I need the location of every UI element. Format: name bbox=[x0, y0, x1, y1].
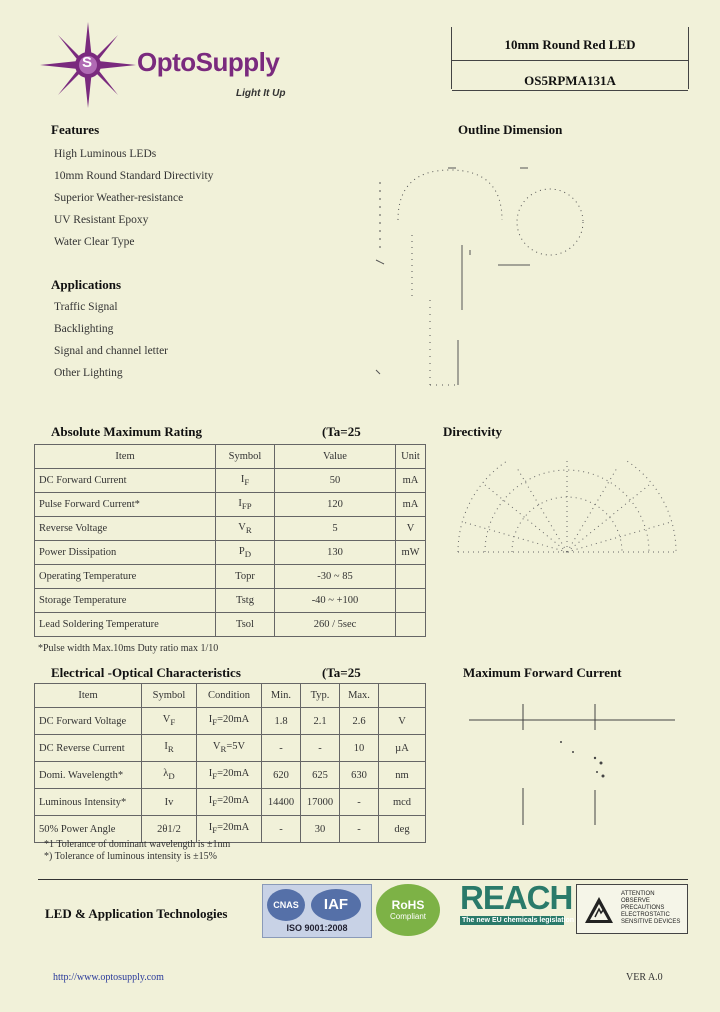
features-list bbox=[54, 143, 213, 253]
brand-name: OptoSupply bbox=[137, 47, 280, 77]
cell-item: Storage Temperature bbox=[35, 589, 216, 613]
cell-item: DC Forward Voltage bbox=[35, 708, 142, 735]
cell-symbol: 2θ1/2 bbox=[142, 816, 197, 843]
applications-list bbox=[54, 296, 168, 384]
iaf-badge: IAF bbox=[311, 889, 361, 921]
brand-tagline: Light It Up bbox=[236, 88, 286, 99]
cell-item: Lead Soldering Temperature bbox=[35, 613, 216, 637]
website-link[interactable]: http://www.optosupply.com bbox=[53, 972, 164, 983]
table-row bbox=[35, 541, 426, 565]
cell-min: 1.8 bbox=[262, 708, 301, 735]
cell-symbol: Topr bbox=[216, 565, 275, 589]
cell-item: Pulse Forward Current* bbox=[35, 493, 216, 517]
footer-rule bbox=[38, 879, 688, 880]
cell-item: Reverse Voltage bbox=[35, 517, 216, 541]
directivity-title: Directivity bbox=[443, 424, 502, 439]
cell-unit: mA bbox=[396, 469, 426, 493]
cell-unit: mA bbox=[396, 493, 426, 517]
list-item: 10mm Round Standard Directivity bbox=[54, 170, 214, 182]
table-row bbox=[35, 735, 426, 762]
applications-title: Applications bbox=[51, 277, 122, 292]
cell-unit: V bbox=[379, 708, 426, 735]
header-cell bbox=[379, 684, 426, 708]
cell-value: -30 ~ 85 bbox=[275, 565, 396, 589]
table-row bbox=[35, 613, 426, 637]
cell-item: 50% Power Angle bbox=[35, 816, 142, 843]
cell-unit: deg bbox=[379, 816, 426, 843]
reach-logo: REACH The new EU chemicals legislation bbox=[460, 879, 575, 924]
cell-condition: $I_F=20mA$ bbox=[197, 708, 262, 735]
logo-letter: S bbox=[82, 54, 93, 71]
footer-company: LED & Application Technologies bbox=[45, 906, 228, 921]
cell-value: -40 ~ +100 bbox=[275, 589, 396, 613]
list-item: UV Resistant Epoxy bbox=[54, 214, 149, 226]
logo bbox=[38, 20, 308, 110]
list-item: Superior Weather-resistance bbox=[54, 192, 184, 204]
header-cell: Typ. bbox=[301, 684, 340, 708]
header-cell: Min. bbox=[262, 684, 301, 708]
cell-unit: mcd bbox=[379, 789, 426, 816]
table-row bbox=[35, 708, 426, 735]
cell-unit bbox=[396, 589, 426, 613]
cell-item: DC Reverse Current bbox=[35, 735, 142, 762]
outline-title: Outline Dimension bbox=[458, 122, 563, 137]
cell-value: 50 bbox=[275, 469, 396, 493]
cell-condition: $I_F=20mA$ bbox=[197, 789, 262, 816]
cell-symbol: $V_F$ bbox=[142, 708, 197, 735]
eoc-title: Electrical -Optical Characteristics bbox=[51, 665, 241, 680]
cell-value: 120 bbox=[275, 493, 396, 517]
header-box bbox=[451, 27, 689, 89]
version-label: VER A.0 bbox=[626, 972, 663, 983]
cell-unit bbox=[396, 613, 426, 637]
esd-warning-icon bbox=[583, 895, 615, 925]
cell-item: Luminous Intensity* bbox=[35, 789, 142, 816]
eoc-notes bbox=[44, 839, 230, 863]
cell-symbol: $V_R$ bbox=[216, 517, 275, 541]
eoc-condition: (Ta=25 bbox=[322, 665, 361, 680]
cell-item: Domi. Wavelength* bbox=[35, 762, 142, 789]
cell-condition: $I_F=20mA$ bbox=[197, 762, 262, 789]
cell-min: - bbox=[262, 735, 301, 762]
product-title: 10mm Round Red LED bbox=[504, 37, 636, 52]
amr-title: Absolute Maximum Rating bbox=[51, 424, 202, 439]
cell-value: 130 bbox=[275, 541, 396, 565]
cell-item: DC Forward Current bbox=[35, 469, 216, 493]
table-header-row bbox=[35, 684, 426, 708]
cell-min: 14400 bbox=[262, 789, 301, 816]
cell-max: - bbox=[340, 816, 379, 843]
cell-symbol: $I_R$ bbox=[142, 735, 197, 762]
cell-symbol: Iv bbox=[142, 789, 197, 816]
table-row bbox=[35, 517, 426, 541]
table-row bbox=[35, 469, 426, 493]
header-cell: Symbol bbox=[142, 684, 197, 708]
cell-value: 5 bbox=[275, 517, 396, 541]
cell-item: Power Dissipation bbox=[35, 541, 216, 565]
cell-symbol: Tstg bbox=[216, 589, 275, 613]
cell-symbol: Tsol bbox=[216, 613, 275, 637]
cell-max: 630 bbox=[340, 762, 379, 789]
cell-unit: mW bbox=[396, 541, 426, 565]
amr-condition: (Ta=25 bbox=[322, 424, 361, 439]
cell-unit: µA bbox=[379, 735, 426, 762]
cell-symbol: $I_{FP}$ bbox=[216, 493, 275, 517]
note: *) Tolerance of luminous intensity is ±15% bbox=[44, 851, 217, 862]
cell-typ: 17000 bbox=[301, 789, 340, 816]
list-item: Traffic Signal bbox=[54, 301, 118, 313]
cell-max: - bbox=[340, 789, 379, 816]
cell-symbol: $\lambda_D$ bbox=[142, 762, 197, 789]
list-item: Signal and channel letter bbox=[54, 345, 169, 357]
amr-note: *Pulse width Max.10ms Duty ratio max 1/10 bbox=[38, 643, 219, 654]
list-item: Backlighting bbox=[54, 323, 114, 335]
outline-drawing bbox=[370, 160, 600, 390]
header-cell: Item bbox=[35, 684, 142, 708]
cell-min: - bbox=[262, 816, 301, 843]
directivity-chart bbox=[455, 460, 680, 560]
cnas-badge: CNAS bbox=[267, 889, 305, 921]
esd-label: ATTENTION OBSERVE PRECAUTIONS ELECTROSTATIC SENSITIVE DEVICES bbox=[576, 884, 688, 934]
table-header-row bbox=[35, 445, 426, 469]
table-row bbox=[35, 589, 426, 613]
table-row bbox=[35, 565, 426, 589]
cell-condition: $I_F=20mA$ bbox=[197, 816, 262, 843]
table-row bbox=[35, 789, 426, 816]
cell-unit: V bbox=[396, 517, 426, 541]
header-cell: Max. bbox=[340, 684, 379, 708]
header-cell: Item bbox=[35, 445, 216, 469]
mfc-title: Maximum Forward Current bbox=[463, 665, 622, 680]
mfc-chart bbox=[465, 700, 680, 830]
table-row bbox=[35, 762, 426, 789]
cert-logos bbox=[262, 884, 372, 938]
cell-typ: 30 bbox=[301, 816, 340, 843]
list-item: Water Clear Type bbox=[54, 236, 135, 248]
iso-label: ISO 9001:2008 bbox=[286, 923, 348, 933]
eoc-table bbox=[34, 683, 426, 843]
part-number: OS5RPMA131A bbox=[452, 73, 688, 91]
cell-max: 10 bbox=[340, 735, 379, 762]
cell-condition: $V_R=5V$ bbox=[197, 735, 262, 762]
header-cell: Unit bbox=[396, 445, 426, 469]
cell-unit: nm bbox=[379, 762, 426, 789]
cell-min: 620 bbox=[262, 762, 301, 789]
note: *1 Tolerance of dominant wavelength is ±1nm bbox=[44, 839, 231, 850]
cell-typ: 2.1 bbox=[301, 708, 340, 735]
cell-item: Operating Temperature bbox=[35, 565, 216, 589]
cell-symbol: $P_D$ bbox=[216, 541, 275, 565]
list-item: High Luminous LEDs bbox=[54, 148, 157, 160]
cell-max: 2.6 bbox=[340, 708, 379, 735]
cell-value: 260 / 5sec bbox=[275, 613, 396, 637]
header-cell: Value bbox=[275, 445, 396, 469]
amr-table bbox=[34, 444, 426, 637]
header-cell: Condition bbox=[197, 684, 262, 708]
cell-typ: - bbox=[301, 735, 340, 762]
table-row bbox=[35, 493, 426, 517]
cell-unit bbox=[396, 565, 426, 589]
cell-symbol: $I_F$ bbox=[216, 469, 275, 493]
rohs-badge: RoHS Compliant bbox=[376, 884, 440, 936]
list-item: Other Lighting bbox=[54, 367, 123, 379]
features-title: Features bbox=[51, 122, 100, 137]
header-cell: Symbol bbox=[216, 445, 275, 469]
cell-typ: 625 bbox=[301, 762, 340, 789]
